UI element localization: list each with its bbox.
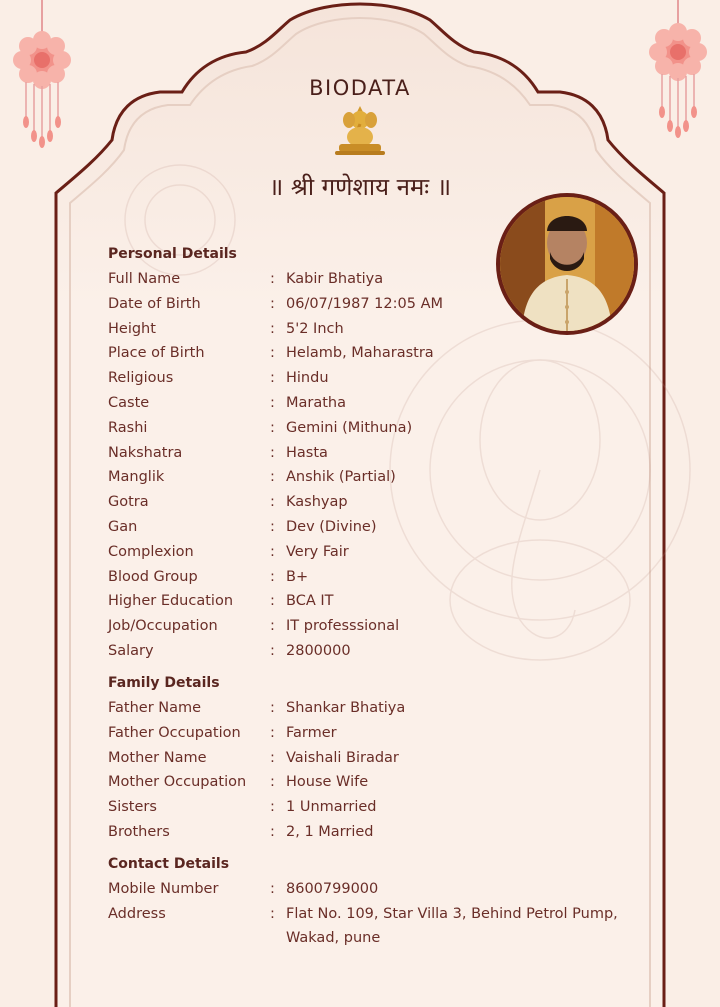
- separator-colon: :: [270, 345, 275, 362]
- field-label: Manglik: [108, 469, 165, 486]
- field-value: 2, 1 Married: [286, 824, 374, 840]
- separator-colon: :: [270, 519, 275, 535]
- field-label: Mother Occupation: [108, 774, 247, 791]
- separator-colon: :: [270, 881, 275, 897]
- field-value: IT professsional: [286, 618, 400, 635]
- field-value: 06/07/1987 12:05 AM: [286, 295, 444, 312]
- field-value: Maratha: [286, 395, 347, 411]
- field-value: 2800000: [286, 643, 351, 659]
- field-value: Gemini (Mithuna): [286, 419, 413, 436]
- field-label: Salary: [108, 643, 154, 659]
- field-value: Anshik (Partial): [286, 469, 396, 486]
- field-value: 1 Unmarried: [286, 799, 377, 816]
- field-label: Higher Education: [108, 593, 234, 610]
- separator-colon: :: [270, 643, 275, 659]
- section-title-personal: Personal Details: [108, 246, 237, 262]
- separator-colon: :: [270, 469, 275, 486]
- separator-colon: :: [270, 419, 275, 436]
- separator-colon: :: [270, 370, 275, 387]
- separator-colon: :: [270, 494, 275, 511]
- field-value: House Wife: [286, 774, 369, 791]
- field-label: Nakshatra: [108, 444, 183, 461]
- section-title-contact: Contact Details: [108, 856, 230, 872]
- field-label: Religious: [108, 370, 174, 387]
- field-label: Brothers: [108, 824, 170, 840]
- profile-photo: [496, 193, 638, 335]
- field-label: Mobile Number: [108, 881, 219, 897]
- field-value: 8600799000: [286, 881, 379, 897]
- separator-colon: :: [270, 543, 275, 560]
- page-title: BIODATA: [309, 76, 411, 100]
- field-value: Flat No. 109, Star Villa 3, Behind Petrol Pump,: [286, 905, 618, 922]
- field-label: Sisters: [108, 799, 157, 816]
- field-value: Vaishali Biradar: [286, 749, 399, 766]
- field-value: BCA IT: [286, 593, 334, 610]
- field-label: Address: [108, 905, 166, 922]
- separator-colon: :: [270, 905, 275, 922]
- separator-colon: :: [270, 444, 275, 461]
- hanging-flower-left-icon: [8, 0, 78, 150]
- field-label: Full Name: [108, 271, 181, 287]
- field-value: Very Fair: [286, 543, 349, 560]
- separator-colon: :: [270, 295, 275, 312]
- field-value: Hasta: [286, 444, 328, 461]
- field-label: Date of Birth: [108, 295, 201, 312]
- field-label: Rashi: [108, 419, 148, 436]
- field-label: Father Name: [108, 700, 202, 716]
- field-label: Gotra: [108, 494, 149, 511]
- field-label: Blood Group: [108, 568, 198, 585]
- field-value: Kashyap: [286, 494, 348, 511]
- separator-colon: :: [270, 568, 275, 585]
- field-value: Shankar Bhatiya: [286, 700, 406, 716]
- field-label: Gan: [108, 519, 138, 535]
- separator-colon: :: [270, 700, 275, 716]
- field-value: 5'2 Inch: [286, 320, 344, 337]
- separator-colon: :: [270, 320, 275, 337]
- field-label: Mother Name: [108, 749, 207, 766]
- separator-colon: :: [270, 271, 275, 287]
- field-value: B+: [286, 568, 309, 585]
- field-label: Height: [108, 320, 156, 337]
- ganesh-mantra: ॥ श्री गणेशाय नमः ॥: [268, 173, 452, 201]
- separator-colon: :: [270, 799, 275, 816]
- field-value: Helamb, Maharastra: [286, 345, 434, 362]
- hanging-flower-right-icon: [644, 0, 714, 150]
- separator-colon: :: [270, 618, 275, 635]
- separator-colon: :: [270, 395, 275, 411]
- ganesha-idol-icon: [333, 104, 387, 156]
- field-value: Dev (Divine): [286, 519, 377, 535]
- field-value: Farmer: [286, 724, 337, 741]
- field-label: Job/Occupation: [108, 618, 218, 635]
- separator-colon: :: [270, 593, 275, 610]
- field-label: Father Occupation: [108, 724, 241, 741]
- separator-colon: :: [270, 824, 275, 840]
- field-value: Kabir Bhatiya: [286, 271, 384, 287]
- section-title-family: Family Details: [108, 675, 220, 691]
- separator-colon: :: [270, 749, 275, 766]
- field-label: Caste: [108, 395, 150, 411]
- field-label: Complexion: [108, 543, 194, 560]
- field-label: Place of Birth: [108, 345, 205, 362]
- address-line-2: Wakad, pune: [286, 930, 381, 946]
- separator-colon: :: [270, 724, 275, 741]
- separator-colon: :: [270, 774, 275, 791]
- field-value: Hindu: [286, 370, 329, 387]
